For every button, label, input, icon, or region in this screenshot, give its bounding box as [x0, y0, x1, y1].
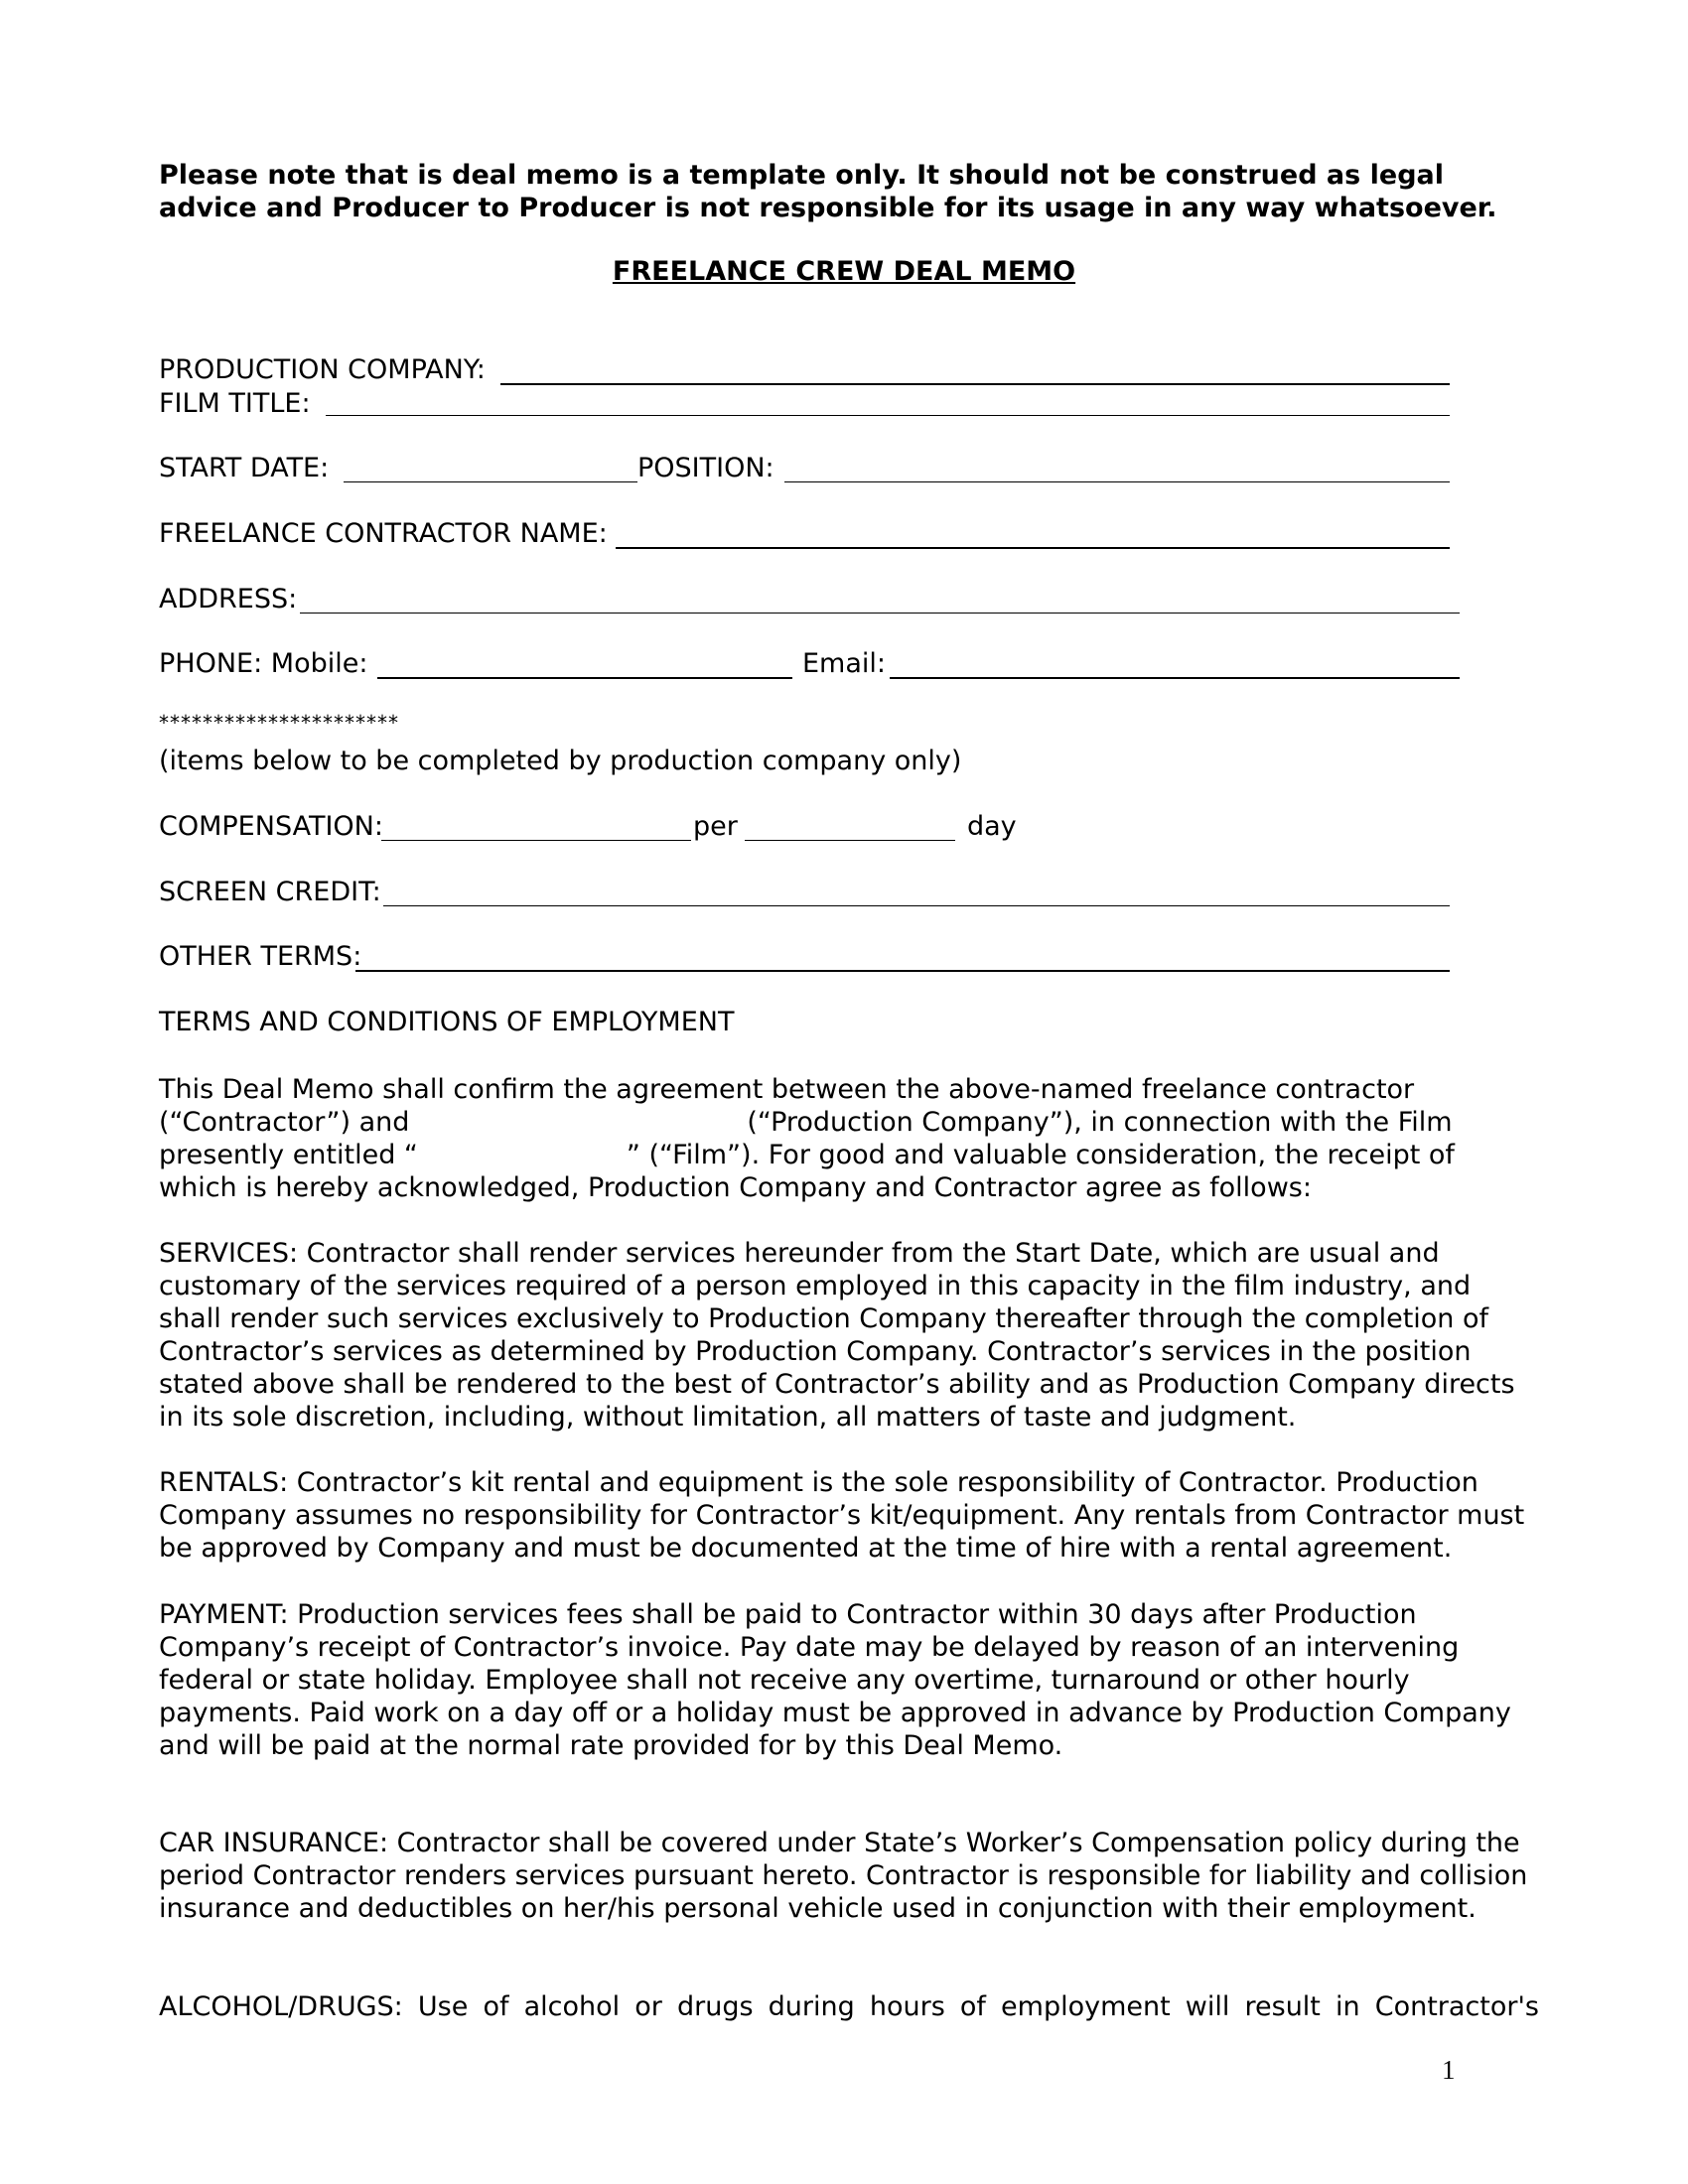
production-company-row — [159, 353, 1450, 387]
phone-email-row — [159, 647, 1460, 681]
screen-credit-blank[interactable] — [383, 905, 1450, 906]
terms-heading: TERMS AND CONDITIONS OF EMPLOYMENT — [159, 1007, 735, 1037]
film-title-label: FILM TITLE: — [159, 388, 311, 419]
intro-text-part1: This Deal Memo shall confirm the agreement between the above-named freelance contractor (“Contractor”) and — [159, 1074, 1415, 1138]
start-date-position-row — [159, 452, 1450, 485]
other-terms-label: OTHER TERMS: — [159, 941, 362, 972]
day-label: day — [967, 811, 1017, 842]
services-paragraph: SERVICES: Contractor shall render services hereunder from the Start Date, which are usual and customary of the services required of a person employed in this capacity in the film industry, and shall render such services exclusively to Production Company thereafter through the completion of Contractor’s services as determined by Production Company. Contractor’s services in the position stated above shall be rendered to the best of Contractor’s ability and as Production Company directs in its sole discretion, including, without limitation, all matters of taste and judgment. — [159, 1238, 1515, 1433]
start-date-label: START DATE: — [159, 453, 330, 483]
start-date-blank[interactable] — [344, 481, 637, 482]
screen-credit-label: SCREEN CREDIT: — [159, 877, 381, 907]
contractor-name-blank[interactable] — [616, 547, 1450, 549]
document-title: FREELANCE CREW DEAL MEMO — [612, 256, 1076, 287]
other-terms-row — [159, 940, 1450, 974]
compensation-period-blank[interactable] — [745, 840, 955, 841]
production-only-note-text: (items below to be completed by production company only) — [159, 746, 962, 776]
production-company-label: PRODUCTION COMPANY: — [159, 354, 486, 385]
position-blank[interactable] — [784, 481, 1450, 482]
film-title-row — [159, 387, 1450, 421]
alcohol-drugs-paragraph: ALCOHOL/DRUGS: Use of alcohol or drugs during hours of employment will result in Contractor's — [159, 1991, 1539, 2022]
contractor-name-row — [159, 517, 1450, 551]
phone-mobile-label: PHONE: Mobile: — [159, 648, 368, 679]
payment-paragraph: PAYMENT: Production services fees shall be paid to Contractor within 30 days after Production Company’s receipt of Contractor’s invoice. Pay date may be delayed by reason of an intervening federal or state holiday. Employee shall not receive any overtime, turnaround or other hourly payments. Paid work on a day off or a holiday must be approved in advance by Production Company and will be paid at the normal rate provided for by this Deal Memo. — [159, 1599, 1511, 1761]
page-number: 1 — [1442, 2055, 1456, 2085]
position-label: POSITION: — [637, 453, 774, 483]
address-row — [159, 583, 1460, 616]
address-label: ADDRESS: — [159, 584, 298, 614]
production-company-blank[interactable] — [500, 383, 1450, 385]
email-blank[interactable] — [890, 677, 1460, 679]
intro-text-part2: (“Production Company”), in connection with the Film presently entitled “ — [159, 1107, 1453, 1170]
intro-text-part3: ” (“Film”). For good and valuable consideration, the receipt of which is hereby acknowledged, Production Company and Contractor agree as follows: — [159, 1140, 1455, 1203]
film-title-blank[interactable] — [326, 415, 1450, 416]
disclaimer-notice: Please note that is deal memo is a template only. It should not be construed as legal advice and Producer to Producer is not responsible for its usage in any way whatsoever. — [159, 160, 1497, 223]
email-label: Email: — [802, 648, 887, 679]
screen-credit-row — [159, 876, 1450, 909]
intro-paragraph — [159, 1073, 1470, 1204]
car-insurance-paragraph: CAR INSURANCE: Contractor shall be covered under State’s Worker’s Compensation policy during the period Contractor renders services pursuant hereto. Contractor is responsible for liability and collision insurance and deductibles on her/his personal vehicle used in conjunction with their employment. — [159, 1828, 1528, 1924]
compensation-row — [159, 810, 1053, 844]
phone-mobile-blank[interactable] — [377, 677, 792, 679]
contractor-name-label: FREELANCE CONTRACTOR NAME: — [159, 518, 608, 549]
separator-stars: ********************** — [159, 711, 399, 735]
compensation-label: COMPENSATION: — [159, 811, 383, 842]
address-blank[interactable] — [300, 613, 1460, 614]
per-label: per — [693, 811, 738, 842]
compensation-amount-blank[interactable] — [381, 840, 691, 841]
other-terms-blank[interactable] — [355, 970, 1450, 972]
rentals-paragraph: RENTALS: Contractor’s kit rental and equipment is the sole responsibility of Contractor. Production Company assumes no responsibility for Contractor’s kit/equipment. Any rentals from Contractor must be approved by Company and must be documented at the time of hire with a rental agreement. — [159, 1467, 1525, 1564]
